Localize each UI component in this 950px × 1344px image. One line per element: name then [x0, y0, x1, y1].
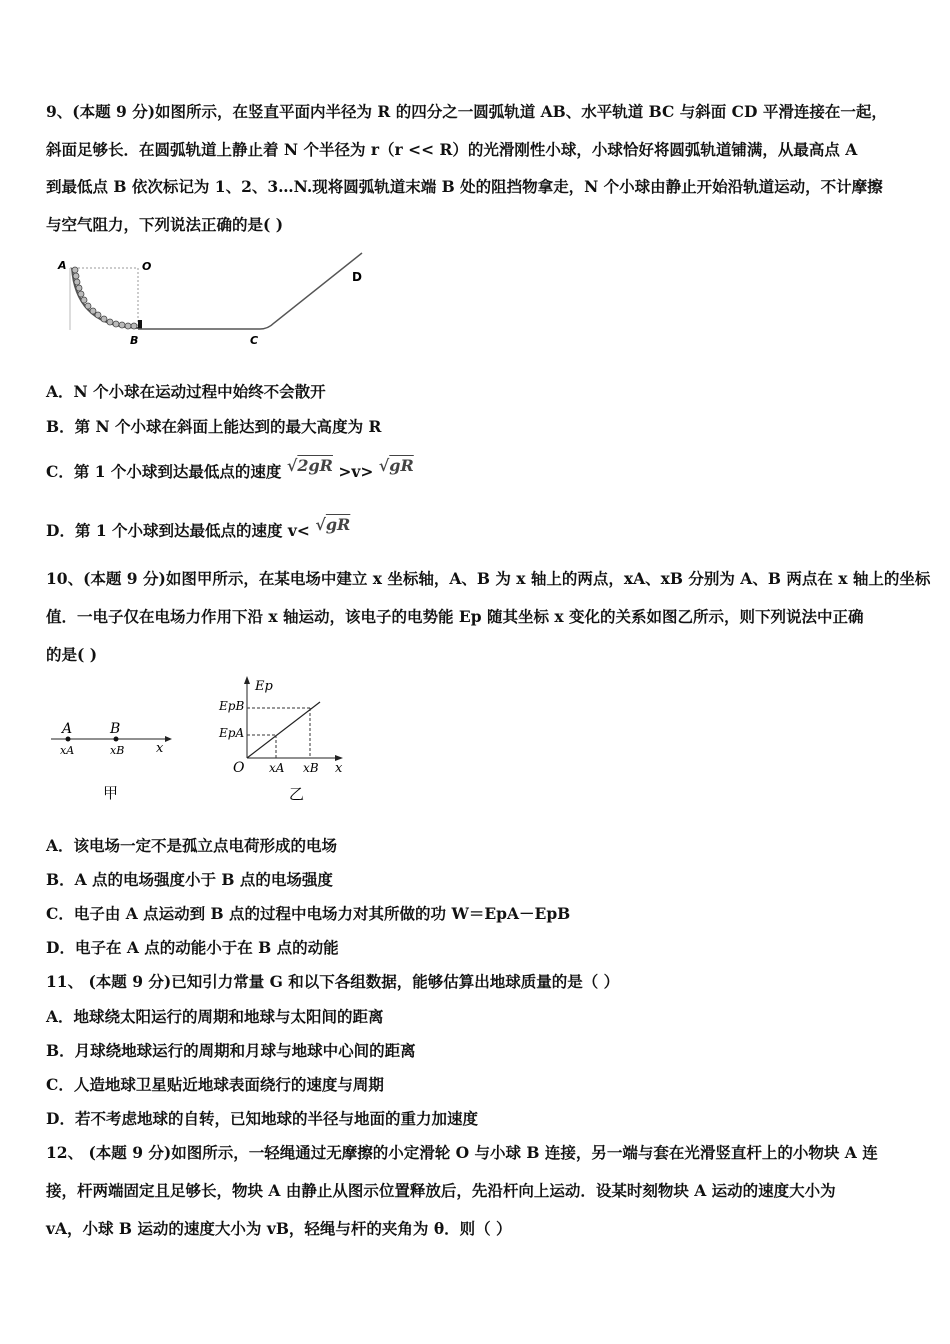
q10-point-A — [66, 737, 71, 742]
q9-stopper — [138, 320, 142, 329]
q10-yi-label-xA: xA — [269, 761, 285, 775]
q10-option-D: D．电子在 A 点的动能小于在 B 点的动能 — [46, 938, 339, 957]
q10-yi-label-xB: xB — [303, 761, 319, 775]
q10-jia-caption: 甲 — [103, 784, 119, 802]
q9-label-A: A — [58, 259, 67, 272]
q9-balls — [72, 267, 137, 329]
q9-stem-line-4: 与空气阻力，下列说法正确的是( ) — [46, 215, 284, 234]
q10-jia-label-xA: xA — [60, 744, 75, 757]
q10-option-B: B．A 点的电场强度小于 B 点的电场强度 — [46, 870, 333, 889]
q10-jia-label-xB: xB — [110, 744, 125, 757]
q9-label-C: C — [250, 334, 259, 347]
q10-jia-label-x: x — [156, 741, 164, 756]
q9-option-D-text: D．第 1 个小球到达最低点的速度 v< — [46, 521, 310, 540]
q9-option-A: A．N 个小球在运动过程中始终不会散开 — [46, 382, 326, 401]
q11-option-C: C．人造地球卫星贴近地球表面绕行的速度与周期 — [46, 1075, 384, 1094]
q9-label-B: B — [130, 334, 139, 347]
q9-option-C — [46, 456, 414, 482]
q11-option-D: D．若不考虑地球的自转，已知地球的半径与地面的重力加速度 — [46, 1109, 478, 1128]
q9-option-D — [46, 515, 351, 541]
q9-stem-line-3: 到最低点 B 依次标记为 1、2、3…N.现将圆弧轨道末端 B 处的阻挡物拿走，N 个小球由静止开始沿轨道运动，不计摩擦 — [46, 177, 883, 196]
q11-option-A: A．地球绕太阳运行的周期和地球与太阳间的距离 — [46, 1007, 384, 1026]
q9-option-B: B．第 N 个小球在斜面上能达到的最大高度为 R — [46, 417, 382, 436]
q9-option-C-sqrt2: √gR — [378, 456, 414, 475]
q10-figure-yi — [215, 672, 355, 807]
q10-yi-label-EpB: EpB — [219, 699, 245, 713]
q9-stem-line-2: 斜面足够长．在圆弧轨道上静止着 N 个半径为 r（r << R）的光滑刚性小球，小球恰好将圆弧轨道铺满，从最高点 A — [46, 140, 858, 159]
q9-option-D-sqrt: √gR — [315, 515, 351, 534]
q10-yi-label-Ep: Ep — [255, 679, 273, 694]
q9-label-D: D — [352, 270, 362, 284]
q10-point-B — [114, 737, 119, 742]
q10-yi-label-EpA: EpA — [219, 726, 245, 740]
q10-option-A: A．该电场一定不是孤立点电荷形成的电场 — [46, 836, 338, 855]
q10-figure-jia — [48, 712, 178, 807]
q9-label-O: O — [142, 260, 152, 273]
q9-stem-line-1: 9、(本题 9 分)如图所示，在竖直平面内半径为 R 的四分之一圆弧轨道 AB、水平轨道 BC 与斜面 CD 平滑连接在一起， — [46, 102, 887, 121]
q12-stem-line-1: 12、 (本题 9 分)如图所示，一轻绳通过无摩擦的小定滑轮 O 与小球 B 连接，另一端与套在光滑竖直杆上的小物块 A 连 — [46, 1143, 878, 1162]
q10-yi-label-x: x — [335, 761, 343, 776]
q10-stem-line-3: 的是( ) — [46, 645, 98, 664]
q10-jia-label-B: B — [110, 721, 121, 737]
q11-option-B: B．月球绕地球运行的周期和月球与地球中心间的距离 — [46, 1041, 416, 1060]
q11-stem: 11、 (本题 9 分)已知引力常量 G 和以下各组数据，能够估算出地球质量的是（ ） — [46, 972, 620, 991]
q10-jia-label-A: A — [62, 721, 73, 737]
q12-stem-line-3: vA，小球 B 运动的速度大小为 vB，轻绳与杆的夹角为 θ．则（ ） — [46, 1219, 512, 1238]
q10-yi-caption: 乙 — [289, 785, 305, 803]
q10-yi-label-O: O — [233, 760, 245, 776]
q10-stem-line-2: 值．一电子仅在电场力作用下沿 x 轴运动，该电子的电势能 Ep 随其坐标 x 变化的关系如图乙所示，则下列说法中正确 — [46, 607, 864, 626]
q9-option-C-text: C．第 1 个小球到达最低点的速度 — [46, 462, 282, 481]
q9-track-figure — [50, 248, 370, 348]
q10-option-C: C．电子由 A 点运动到 B 点的过程中电场力对其所做的功 W＝EpA－EpB — [46, 904, 571, 923]
q9-option-C-sqrt1: √2gR — [286, 456, 333, 475]
q10-stem-line-1: 10、(本题 9 分)如图甲所示，在某电场中建立 x 坐标轴，A、B 为 x 轴上的两点，xA、xB 分别为 A、B 两点在 x 轴上的坐标 — [46, 569, 931, 588]
q12-stem-line-2: 接，杆两端固定且足够长，物块 A 由静止从图示位置释放后，先沿杆向上运动．设某时刻物块 A 运动的速度大小为 — [46, 1181, 836, 1200]
q9-option-C-mid: >v> — [338, 462, 374, 481]
